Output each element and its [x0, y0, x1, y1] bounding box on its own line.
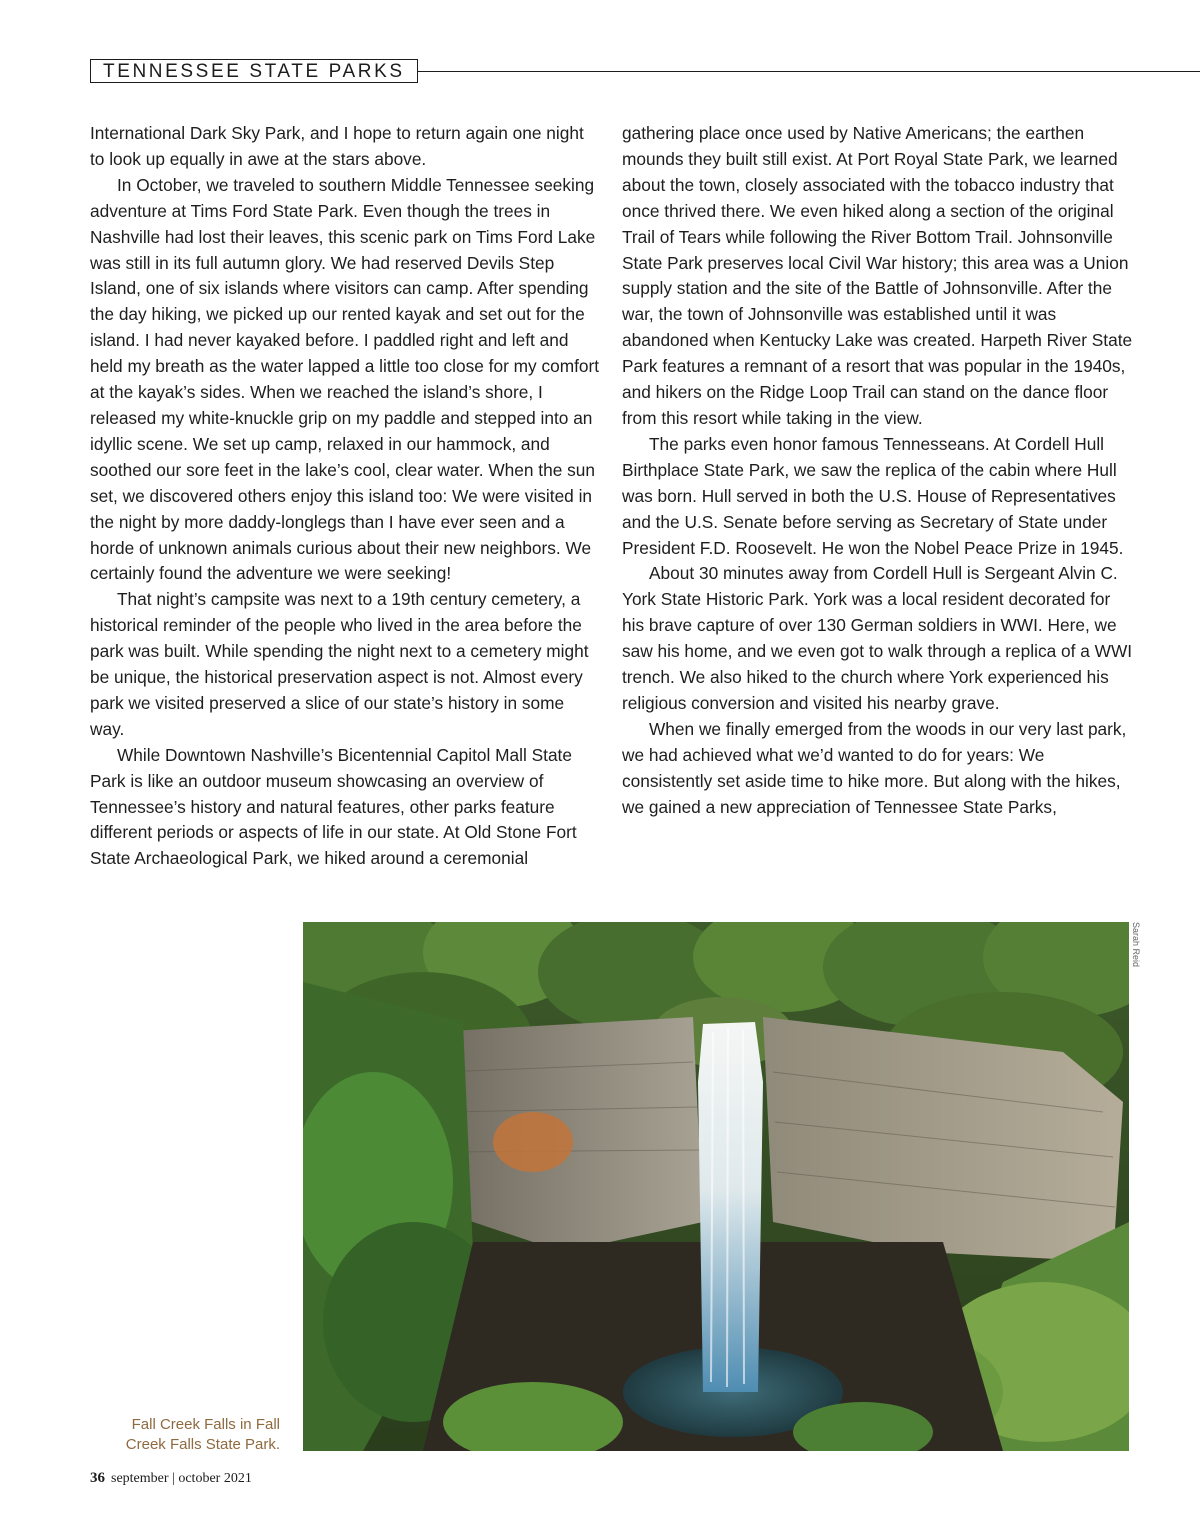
paragraph: About 30 minutes away from Cordell Hull is Sergeant Alvin C. York State Historic Park. York was a local resident decorated for his brave capture of over 130 German soldiers in WWI. Here, we saw his home, and we even got to walk through a replica of a WWI trench. We also hiked to the church where York experienced his religious conversion and visited his nearby grave. — [622, 563, 1133, 713]
section-title: TENNESSEE STATE PARKS — [90, 59, 418, 83]
article-column-right — [622, 121, 1134, 820]
page-footer — [90, 1470, 252, 1490]
waterfall — [698, 1022, 763, 1392]
paragraph: While Downtown Nashville’s Bicentennial Capitol Mall State Park is like an outdoor museum showcasing an overview of Tennessee’s history and natural features, other parks feature different periods or aspects of life in our state. At Old Stone Fort State Archaeological Park, we hiked around a ceremonial — [90, 744, 577, 869]
photo-credit: Sarah Reid — [1131, 922, 1141, 968]
paragraph: The parks even honor famous Tennesseans. At Cordell Hull Birthplace State Park, we saw the replica of the cabin where Hull was born. Hull served in both the U.S. House of Representatives and the U.S. Senate before serving as Secretary of State under President F.D. Roosevelt. He won the Nobel Peace Prize in 1945. — [622, 433, 1124, 558]
page-number: 36 — [90, 1470, 105, 1486]
header-rule — [418, 71, 1200, 72]
paragraph: International Dark Sky Park, and I hope to return again one night to look up equally in awe at the stars above. — [90, 123, 584, 169]
paragraph: In October, we traveled to southern Middle Tennessee seeking adventure at Tims Ford State Park. Even though the trees in Nashville had lost their leaves, this scenic park on Tims Ford Lake was still in its full autumn glory. We had reserved Devils Step Island, one of six islands where visitors can camp. After spending the day hiking, we picked up our rented kayak and set out for the island. I had never kayaked before. I paddled right and left and held my breath as the water lapped a little too close for my comfort at the kayak’s sides. When we reached the island’s shore, I released my white-knuckle grip on my paddle and stepped into an idyllic scene. We set up camp, relaxed in our hammock, and soothed our sore feet in the lake’s cool, clear water. When the sun set, we discovered others enjoy this island too: We were visited in the night by more daddy-longlegs than I have ever seen and a horde of unknown animals curious about their new neighbors. We certainly found the adventure we were seeking! — [90, 174, 600, 584]
paragraph: gathering place once used by Native Americans; the earthen mounds they built still exist. At Port Royal State Park, we learned about the town, closely associated with the tobacco industry that once thrived there. We even hiked along a section of the original Trail of Tears while following the River Bottom Trail. Johnsonville State Park preserves local Civil War history; this area was a Union supply station and the site of the Battle of Johnsonville. After the war, the town of Johnsonville was established until it was abandoned when Kentucky Lake was created. Harpeth River State Park features a remnant of a resort that was popular in the 1940s, and hikers on the Ridge Loop Trail can stand on the dance floor from this resort while taking in the view. — [622, 123, 1133, 428]
paragraph: When we finally emerged from the woods in our very last park, we had achieved what we’d wanted to do for years: We consistently set aside time to hike more. But along with the hikes, we gained a new appreciation of Tennessee State Parks, — [622, 718, 1127, 817]
waterfall-illustration — [303, 922, 1129, 1451]
article-column-left — [90, 121, 600, 872]
issue-date: september | october 2021 — [111, 1471, 252, 1486]
photo-caption — [100, 1415, 280, 1455]
paragraph: That night’s campsite was next to a 19th century cemetery, a historical reminder of the people who lived in the area before the park was built. While spending the night next to a cemetery might be unique, the historical preservation aspect is not. Almost every park we visited preserved a slice of our state’s history in some way. — [90, 589, 589, 739]
section-header — [90, 59, 1200, 85]
caption-line: Fall Creek Falls in Fall — [131, 1416, 280, 1433]
caption-line: Creek Falls State Park. — [125, 1436, 280, 1453]
waterfall-photo — [303, 922, 1129, 1451]
